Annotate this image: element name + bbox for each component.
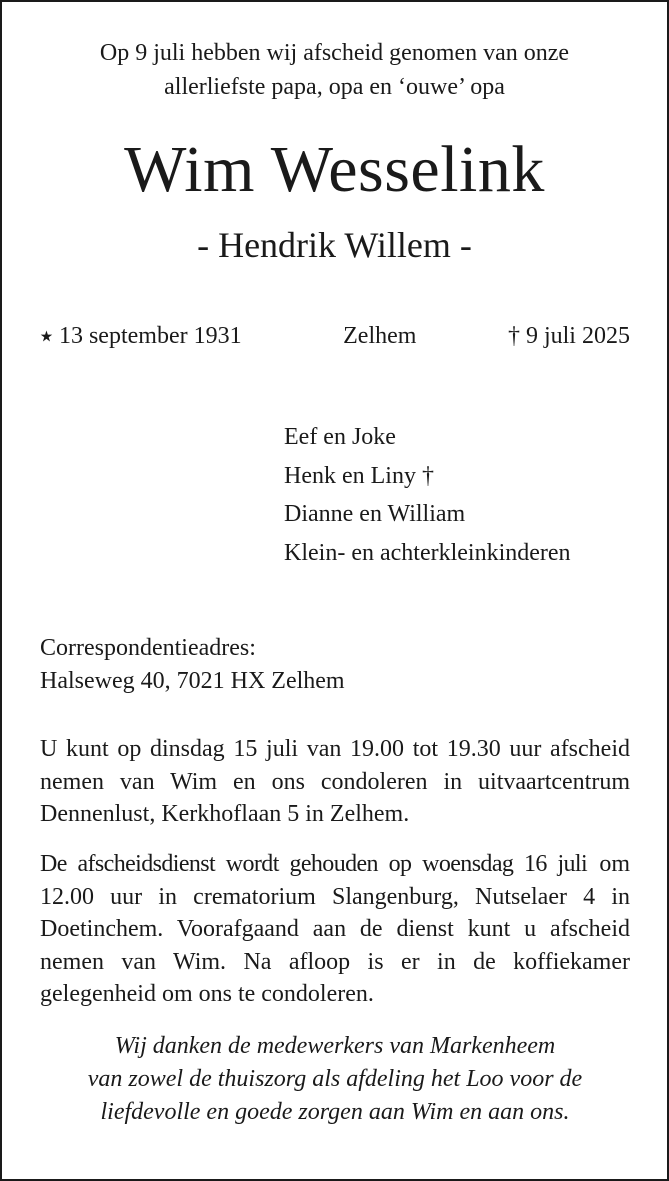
service-rest: om 12.00 uur in crematorium Slangenburg, Nutselaer 4 in Doetinchem. Voorafgaand aan de dienst kunt u afscheid nemen van Wim. Na afloop is er in de koffiekamer gelegenheid om ons te condoleren. [40,851,630,1007]
correspondence-street: Halseweg 40, 7021 HX Zelhem [40,668,345,694]
thanks-line-2: van zowel de thuiszorg als afdeling het Loo voor de [87,1066,583,1092]
dates-row [40,320,630,352]
thanks-text [40,1030,630,1129]
correspondence-label: Correspondentieadres: [40,635,256,661]
family-member: Henk en Liny † [284,462,434,489]
thanks-line-1: Wij danken de medewerkers van Markenheem [114,1033,556,1059]
death-date: † 9 juli 2025 [507,323,630,349]
condolence-paragraph: U kunt op dinsdag 15 juli van 19.00 tot 19.30 uur afscheid nemen van Wim en ons condoleren in uitvaartcentrum Dennenlust, Kerkhoflaan 5 in Zelhem. [40,736,630,827]
family-member: Klein- en achterkleinkinderen [284,539,571,566]
deceased-name: Wim Wesselink [124,133,545,206]
family-list [284,418,571,572]
family-member: Eef en Joke [284,424,396,450]
correspondence-address [40,632,345,698]
intro-text [30,36,639,104]
deceased-full-name: - Hendrik Willem - [197,225,472,265]
thanks-line-3: liefdevolle en goede zorgen aan Wim en aan ons. [100,1099,570,1125]
intro-line-2: allerliefste papa, opa en ‘ouwe’ opa [164,74,505,100]
place: Zelhem [343,323,417,349]
service-paragraph [40,848,630,1011]
birth-date: ⭑ 13 september 1931 [40,323,242,349]
family-member: Dianne en William [284,501,466,527]
service-first-line: De afscheidsdienst wordt gehouden op woensdag 16 juli [40,851,588,877]
intro-line-1: Op 9 juli hebben wij afscheid genomen van onze [99,40,570,66]
